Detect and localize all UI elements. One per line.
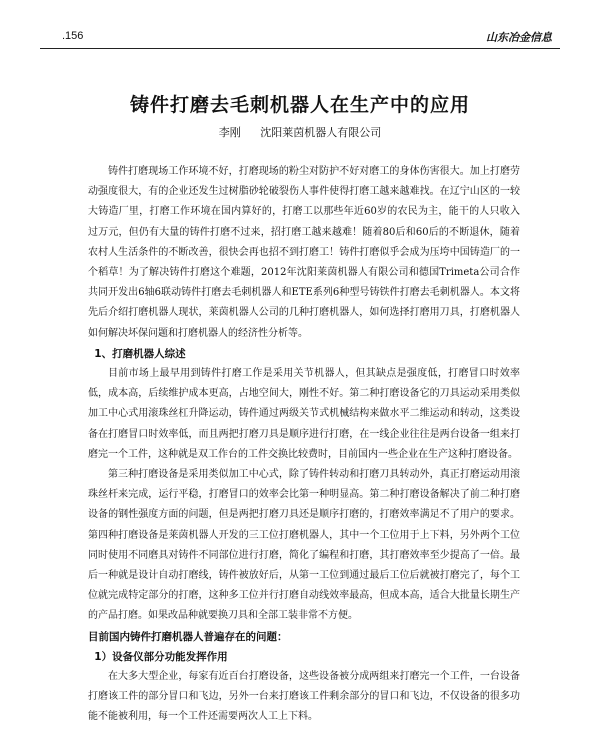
author-name: 李刚 (218, 126, 241, 139)
author-affiliation: 沈阳莱茵机器人有限公司 (260, 126, 382, 139)
body-paragraph: 第三种打磨设备是采用类似加工中心式，除了铸件转动和打磨刀具转动外，真正打磨运动用滚珠丝杆来完成，运行平稳，打磨冒口的效率会比第一种明显高。第二种打磨设备解决了前二种打磨设备的钢性强度方面的问题，但是两把打磨刀具还是顺序打磨的，打磨效率满足不了用户的要求。第四种打磨设备是莱茵机器人开发的三工位打磨机器人，其中一个工位用于上下料，另外两个工位同时使用不同磨具对铸件不同部位进行打磨，简化了编程和打磨，其打磨效率至少提高了一倍。最后一种就是设计自动打磨线，铸件被放好后，从第一工位到通过最后工位后就被打磨完了，每个工位就完成特定部分的打磨，这种多工位并行打磨自动线效率最高，但成本高，适合大批量长期生产的产品打磨。如果改品种就要换刀具和全部工装非常不方便。 (88, 469, 520, 622)
journal-name: 山东冶金信息 (486, 31, 552, 44)
author-line (0, 124, 600, 140)
page-header (40, 26, 560, 49)
subsection-heading: 1）设备仪部分功能发挥作用 (94, 650, 228, 663)
body-paragraph: 目前市场上最早用到铸件打磨工作是采用关节机器人，但其缺点是强度低，打磨冒口时效率低，成本高，后续维护成本更高，占地空间大，刚性不好。第二种打磨设备它的刀具运动采用类似加工中心式用滚珠丝杠升降运动，铸件通过两级关节式机械结构来做水平二维运动和转动，这类设备在打磨冒口时效率低，而且两把打磨刀具是顺序进行打磨，在一线企业往往是两台设备一组来打磨完一个工件，这种就是双工作台的工件交换比较费时，目前国内一些企业在生产这种打磨设备。 (88, 368, 520, 460)
body-paragraph: 在大多大型企业，每家有近百台打磨设备，这些设备被分成两组来打磨完一个工件，一台设备打磨该工件的部分冒口和飞边，另外一台来打磨该工件剩余部分的冒口和飞边，不仅设备的很多功能不能被利用，每一个工件还需要两次人工上下料。 (88, 671, 520, 723)
intro-paragraph: 铸件打磨现场工作环境不好，打磨现场的粉尘对防护不好对磨工的身体伤害很大。加上打磨劳动强度很大，有的企业还发生过树脂砂轮破裂伤人事件使得打磨工越来越难找。在辽宁山区的一较大铸造厂里，打磨工作环境在国内算好的，打磨工以那些年近60岁的农民为主，能干的人只收入过万元，但仍有大量的铸件打磨不过来，招打磨工越来越难！随着80后和60后的不断退休，随着农村人生活条件的不断改善，很快会再也招不到打磨工！铸件打磨似乎会成为压垮中国铸造厂的一个稻草！为了解决铸件打磨这个难题，2012年沈阳莱茵机器人有限公司和德国Trimeta公司合作共同开发出6轴6联动铸件打磨去毛刺机器人和ETE系列6种型号铸铁件打磨去毛刺机器人。本文将先后介绍打磨机器人现状，莱茵机器人公司的几种打磨机器人，如何选择打磨用刀具，打磨机器人如何解决坏保问题和打磨机器人的经济性分析等。 (88, 166, 520, 339)
article-title: 铸件打磨去毛刺机器人在生产中的应用 (129, 94, 470, 116)
article-body (88, 162, 520, 728)
section-heading: 1、打磨机器人综述 (94, 347, 186, 360)
page-number: .156 (62, 30, 84, 42)
section-heading: 目前国内铸件打磨机器人普遍存在的问题： (88, 630, 288, 643)
